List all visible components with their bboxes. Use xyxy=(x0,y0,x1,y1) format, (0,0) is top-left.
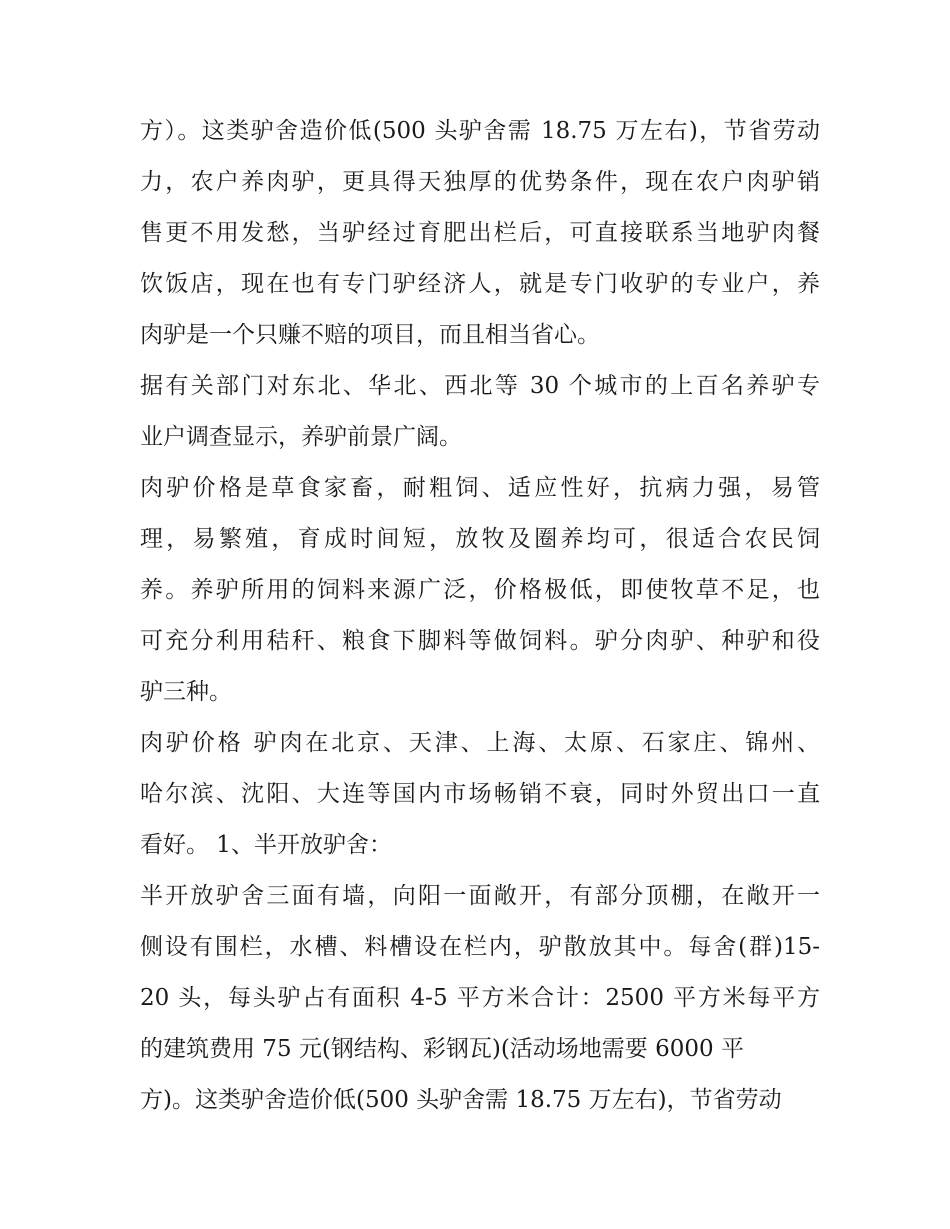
text-line: 理，易繁殖，育成时间短，放牧及圈养均可，很适合农民饲 xyxy=(140,526,820,552)
text-line: 业户调查显示，养驴前景广阔。 xyxy=(140,424,462,450)
text-line: 的建筑费用 75 元(钢结构、彩钢瓦)(活动场地需要 6000 平 xyxy=(140,1036,744,1062)
text-line: 方）。这类驴舍造价低(500 头驴舍需 18.75 万左右)，节省劳动 xyxy=(140,118,820,144)
text-line: 售更不用发愁，当驴经过育肥出栏后，可直接联系当地驴肉餐 xyxy=(140,220,820,246)
text-line: 据有关部门对东北、华北、西北等 30 个城市的上百名养驴专 xyxy=(140,373,820,399)
text-line: 20 头，每头驴占有面积 4-5 平方米合计：2500 平方米每平方 xyxy=(140,985,820,1011)
text-line: 肉驴价格 驴肉在北京、天津、上海、太原、石家庄、锦州、 xyxy=(140,730,820,756)
text-line: 力，农户养肉驴，更具得天独厚的优势条件，现在农户肉驴销 xyxy=(140,169,820,195)
text-line: 肉驴价格是草食家畜，耐粗饲、适应性好，抗病力强，易管 xyxy=(140,475,820,501)
text-line: 方)。这类驴舍造价低(500 头驴舍需 18.75 万左右)，节省劳动 xyxy=(140,1087,782,1113)
text-line: 侧设有围栏，水槽、料槽设在栏内，驴散放其中。每舍(群)15- xyxy=(140,934,820,960)
document-body xyxy=(140,106,820,1126)
text-line: 肉驴是一个只赚不赔的项目，而且相当省心。 xyxy=(140,322,600,348)
text-line: 半开放驴舍三面有墙，向阳一面敞开，有部分顶棚，在敞开一 xyxy=(140,883,820,909)
text-line: 看好。 1、半开放驴舍： xyxy=(140,832,392,858)
text-line: 驴三种。 xyxy=(140,679,232,705)
text-line: 哈尔滨、沈阳、大连等国内市场畅销不衰，同时外贸出口一直 xyxy=(140,781,820,807)
text-line: 饮饭店，现在也有专门驴经济人，就是专门收驴的专业户，养 xyxy=(140,271,820,297)
text-line: 养。养驴所用的饲料来源广泛，价格极低，即使牧草不足，也 xyxy=(140,577,820,603)
text-line: 可充分利用秸秆、粮食下脚料等做饲料。驴分肉驴、种驴和役 xyxy=(140,628,820,654)
